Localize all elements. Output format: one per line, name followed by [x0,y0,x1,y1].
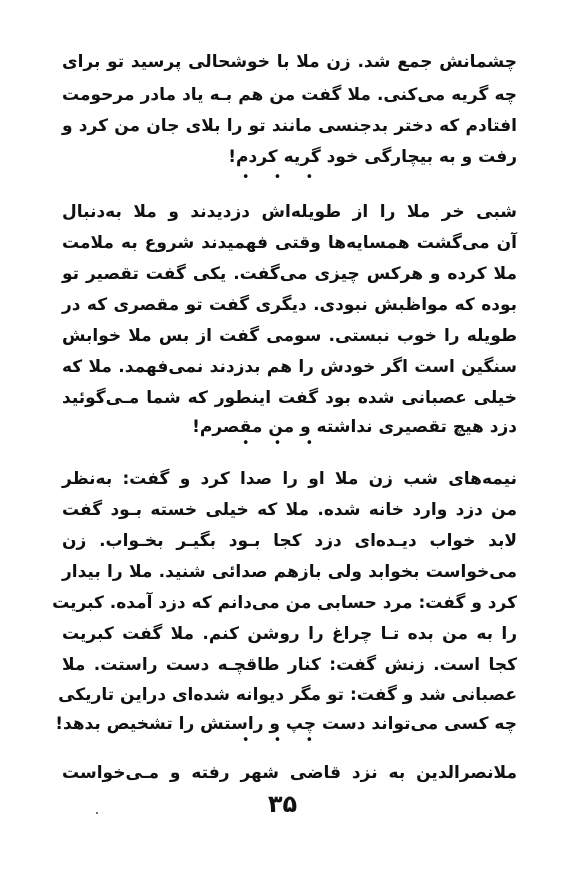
text-line: نیمه‌های شب زن ملا او را صدا کرد و گفت: به‌نظر [62,469,517,489]
text-line: سنگین است اگر خودش را هم بدزدند نمی‌فهمد. ملا که [62,357,517,377]
section-separator: • • • [241,170,324,185]
text-line: کجا است. زنش گفت: کنار طاقچـه دست راستت. ملا [62,655,517,675]
text-line: دزد هیچ تقصیری نداشته و من مقصرم! [192,417,517,437]
text-line: رفت و به بیچارگی خود گریه کردم! [228,147,517,167]
text-line: من دزد وارد خانه شده. ملا که خیلی خسته بـود گفت [62,500,517,520]
text-line: چه گریه می‌کنی. ملا گفت من هم بـه یاد مادر مرحومت [62,85,517,105]
text-line: شبی خر ملا را از طویله‌اش دزدیدند و ملا به‌دنبال [62,202,517,222]
section-separator: • • • [241,733,324,748]
text-line: چه کسی می‌تواند دست چپ و راستش را تشخیص بدهد! [55,714,517,734]
text-line: را به من بده تـا چراغ را روشن کنم. ملا گفت کبریت [62,624,517,644]
text-line: چشمانش جمع شد. زن ملا با خوشحالی پرسید تو برای [62,52,517,72]
print-speck [96,812,98,814]
text-line: آن می‌گشت همسایه‌ها وقتی فهمیدند شروع به ملامت [62,233,517,253]
text-line: کرد و گفت: مرد حسابی من می‌دانم که دزد آمده. کبریت [52,593,517,613]
text-line: عصبانی شد و گفت: تو مگر دیوانه شده‌ای دراین تاریکی [58,685,517,705]
text-line: لابد خواب دیـده‌ای دزد کجا بـود بگیـر بخـواب. زن [62,531,517,551]
text-line: می‌خواست بخوابد ولی بازهم صدائی شنید. ملا را بیدار [62,562,517,582]
text-line: افتادم که دختر بدجنسی مانند تو را بلای جان من کرد و [62,116,517,136]
section-separator: • • • [241,436,324,451]
text-line: بوده که مواظبش نبودی. دیگری گفت تو مقصری که در [62,295,517,315]
text-line: ملانصرالدین به نزد قاضی شهر رفته و مـی‌خواست [62,763,517,783]
text-line: ملا کرده و هرکس چیزی می‌گفت. یکی گفت تقصیر تو [62,264,517,284]
text-line: خیلی عصبانی شده بود گفت اینطور که شما مـی‌گوئید [62,388,517,408]
page-number: ۳۵ [267,790,298,818]
text-line: طویله را خوب نبستی. سومی گفت از بس ملا خوابش [62,326,517,346]
